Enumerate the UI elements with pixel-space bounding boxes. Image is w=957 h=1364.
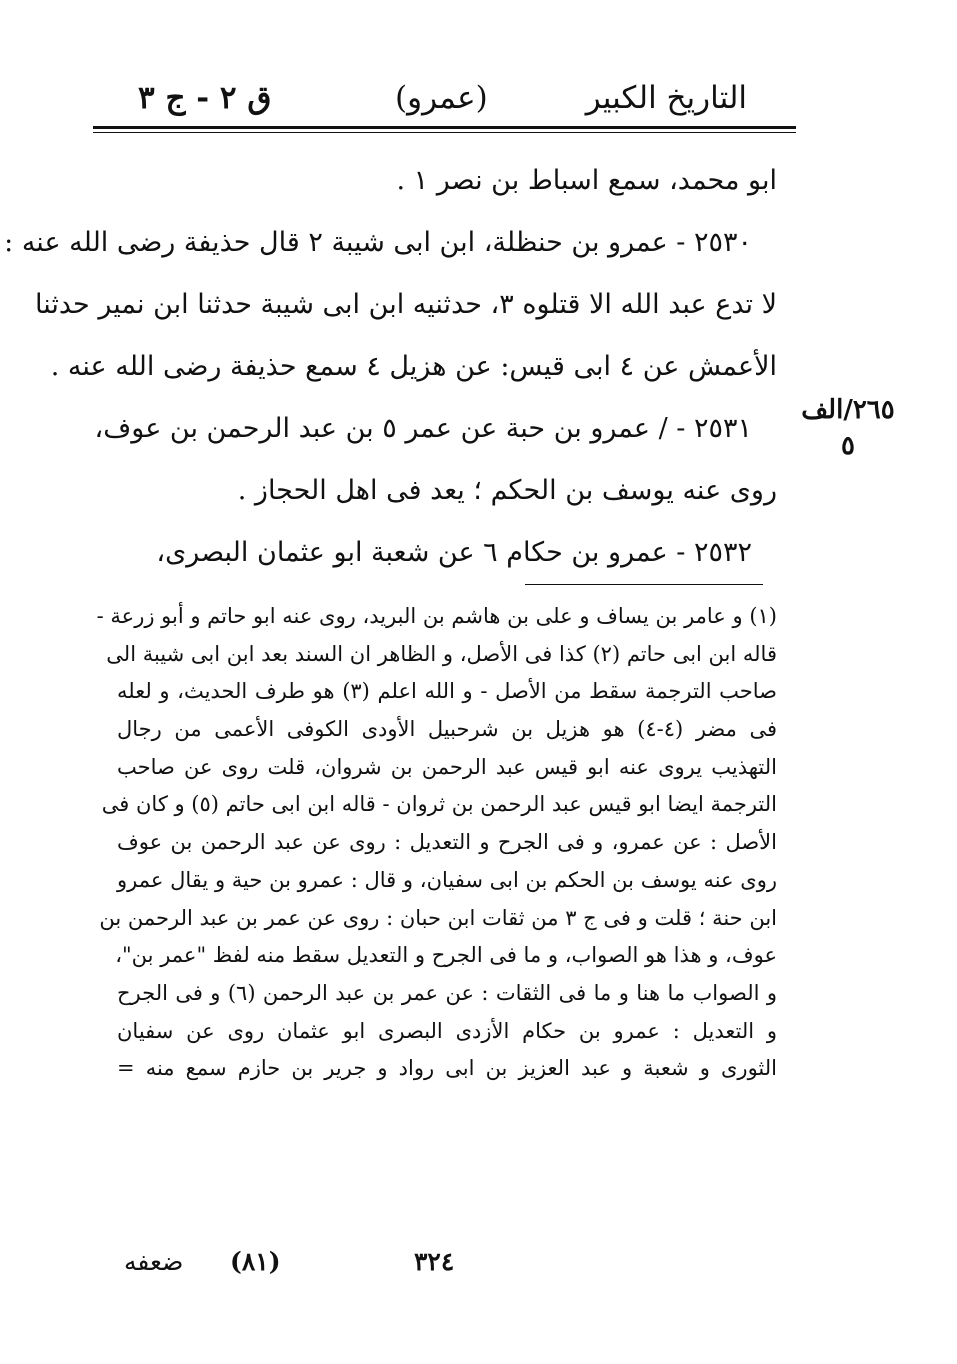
volume-reference: ق ٢ - ج ٣ (138, 80, 272, 116)
footnote-line: الأصل : عن عمرو، و فى الجرح و التعديل : روى عن عبد الرحمن بن عوف (117, 830, 777, 855)
footnote-line: عوف، و هذا هو الصواب، و ما فى الجرح و التعديل سقط منه لفظ "عمر بن"، (115, 943, 777, 968)
entry-2530-line: ٢٥٣٠ - عمرو بن حنظلة، ابن ابى شيبة ٢ قال حذيفة رضى الله عنه : (4, 227, 752, 258)
footnote-line: الثورى و شعبة و عبد العزيز بن ابى رواد و جرير بن حازم سمع منه = (117, 1056, 777, 1081)
body-line: ابو محمد، سمع اسباط بن نصر ١ . (396, 165, 777, 196)
footnote-line: التهذيب يروى عنه ابو قيس عبد الرحمن بن شروان، قلت روى عن صاحب (117, 754, 777, 779)
body-line: الأعمش عن ٤ ابى قيس: عن هزيل ٤ سمع حذيفة رضى الله عنه . (50, 351, 777, 382)
footnote-separator (525, 584, 763, 585)
footnote-line: (١) و عامر بن يساف و على بن هاشم بن البريد، روى عنه ابو حاتم و أبو زرعة - (96, 604, 777, 628)
footnotes (96, 598, 778, 1088)
footnote-line: قاله ابن ابى حاتم (٢) كذا فى الأصل، و الظاهر ان السند بعد ابن ابى شيبة الى (106, 641, 777, 666)
footnote-line: و الصواب ما هنا و ما فى الثقات : عن عمر بن عبد الرحمن (٦) و فى الجرح (117, 980, 777, 1005)
main-text (4, 150, 777, 584)
page-number: ٣٢٤ (414, 1247, 455, 1276)
margin-line-number: ٥ (841, 431, 855, 461)
footnote-line: ابن حنة ؛ قلت و فى ج ٣ من ثقات ابن حبان : روى عن عمر بن عبد الرحمن بن (99, 905, 777, 930)
footnote-line: فى مضر (٤-٤) هو هزيل بن شرحبيل الأودى الكوفى الأعمى من رجال (117, 717, 777, 742)
header-rule-thick (93, 126, 796, 129)
margin-note (793, 392, 903, 464)
footnote-line: روى عنه يوسف بن الحكم بن ابى سفيان، و قال : عمرو بن حية و يقال عمرو (117, 867, 777, 892)
header-rule-thin (93, 132, 796, 133)
section-heading: (عمرو) (395, 80, 488, 116)
folio-reference: ٢٦٥/الف (801, 395, 895, 425)
plate-number: (٨١) (230, 1247, 281, 1276)
footer-label: ضعفه (124, 1247, 184, 1276)
footnote-line: صاحب الترجمة سقط من الأصل - و الله اعلم (٣) هو طرف الحديث، و لعله (117, 679, 778, 704)
footnote-line: و التعديل : عمرو بن حكام الأزدى البصرى ابو عثمان روى عن سفيان (117, 1018, 777, 1043)
entry-2531-line: ٢٥٣١ - / عمرو بن حبة عن عمر ٥ بن عبد الرحمن بن عوف، (94, 413, 752, 444)
entry-2532-line: ٢٥٣٢ - عمرو بن حكام ٦ عن شعبة ابو عثمان البصرى، (156, 537, 752, 568)
running-title: التاريخ الكبير (585, 80, 747, 116)
footnote-line: الترجمة ايضا ابو قيس عبد الرحمن بن ثروان - قاله ابن ابى حاتم (٥) و كان فى (101, 792, 777, 817)
body-line: لا تدع عبد الله الا قتلوه ٣، حدثنيه ابن ابى شيبة حدثنا ابن نمير حدثنا (34, 289, 777, 320)
body-line: روى عنه يوسف بن الحكم ؛ يعد فى اهل الحجاز . (237, 475, 777, 506)
